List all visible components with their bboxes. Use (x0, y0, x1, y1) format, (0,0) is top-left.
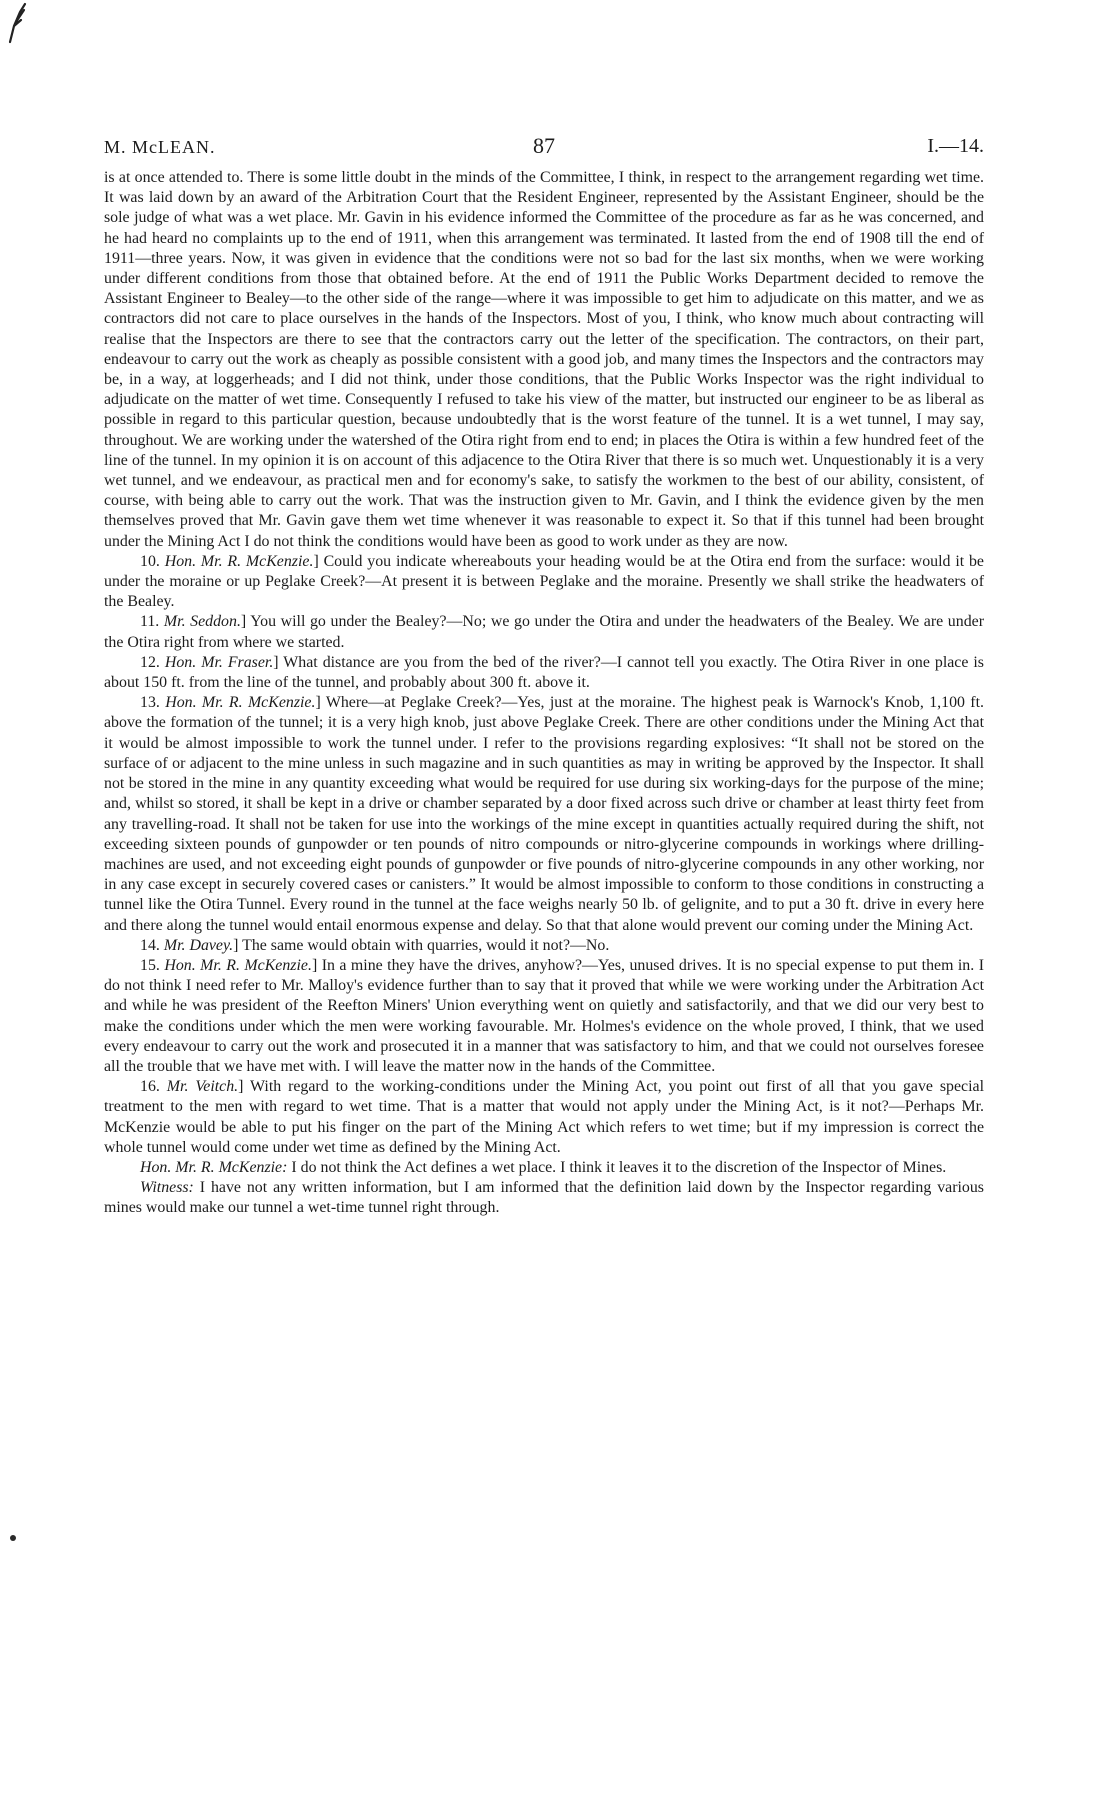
statement-paragraph (104, 1178, 984, 1218)
question-number: 11. (140, 613, 160, 631)
question-number: 10. (140, 552, 160, 570)
speaker-name: Mr. Davey. (163, 936, 234, 954)
document-reference: I.—14. (927, 135, 984, 157)
question-paragraph: 13. Hon. Mr. R. McKenzie.] Where—at Peglake Creek?—Yes, just at the moraine. The highest peak is Warnock's Knob, 1,100 ft. above the formation of the tunnel; it is a very high knob, just above Peglake Creek. There are other conditions under the Mining Act that it would be almost impossible to work the tunnel under. I refer to the provisions regarding explosives: “It shall not be stored on the surface of or adjacent to the mine unless in such magazine and in such quantities as may in writing be approved by the Inspector. It shall not be stored in the mine in any quantity exceeding what would be required for use during six working-days for the purpose of the mine; and, whilst so stored, it shall be kept in a drive or chamber separated by a door fixed across such drive or chamber at least thirty feet from any travelling-road. It shall not be taken for use into the workings of the mine except in quantities actually required during the shift, not exceeding sixteen pounds of gunpowder or ten pounds of nitro compounds or nitro-glycerine compounds in workings where drilling-machines are used, and not exceeding eight pounds of gunpowder or five pounds of nitro-glycerine compounds in any other working, nor in any case except in securely covered cases or canisters.” It would be almost impossible to conform to those conditions in constructing a tunnel like the Otira Tunnel. Every round in the tunnel at the face weighs nearly 50 lb. of gelignite, and to put a 30 ft. drive in every here and there along the tunnel would entail enormous expense and delay. So that that alone would prevent our coming under the Mining Act. (104, 694, 984, 934)
speaker-name: Hon. Mr. R. McKenzie. (164, 956, 312, 974)
question-number: 16. (140, 1078, 160, 1096)
document-body (104, 168, 984, 1219)
paragraph-text: I have not any written information, but I am informed that the definition laid down by the Inspector regarding various mines would make our tunnel a wet-time tunnel right through. (104, 1179, 984, 1217)
paragraph-text: is at once attended to. There is some little doubt in the minds of the Committee, I think, in respect to the arrangement regarding wet time. It was laid down by an award of the Arbitration Court that the Resident Engineer, represented by the Assistant Engineer, should be the sole judge of what was a wet place. Mr. Gavin in his evidence informed the Committee of the procedure as far as he was concerned, and he had heard no complaints up to the end of 1911, when this arrangement was terminated. It lasted from the end of 1908 till the end of 1911—three years. Now, it was given in evidence that the conditions were not so bad for the last six months, when we were working under different conditions from those that obtained before. At the end of 1911 the Public Works Department decided to remove the Assistant Engineer to Bealey—to the other side of the range—where it was impossible to get him to adjudicate on this matter, and we as contractors did not care to place ourselves in the hands of the Inspectors. Most of you, I think, who know much about contracting will realise that the Inspectors are there to see that the contractors carry out the letter of the specification. The contractors, on their part, endeavour to carry out the work as cheaply as possible consistent with a good job, and many times the Inspectors and the contractors may be, in a way, at loggerheads; and I did not think, under those conditions, that the Public Works Inspector was the right individual to adjudicate on the matter of wet time. Consequently I refused to take his view of the matter, but instructed our engineer to be as liberal as possible in regard to this particular question, because undoubtedly that is the worst feature of the tunnel. It is a wet tunnel, I may say, throughout. We are working under the watershed of the Otira right from end to end; in places the Otira is within a few hundred feet of the line of the tunnel. In my opinion it is on account of this adjacence to the Otira River that there is so much wet. Unquestionably it is a very wet tunnel, and we endeavour, as practical men and for economy's sake, to satisfy the workmen to the best of our ability, consistent, of course, with being able to carry out the work. That was the instruction given to Mr. Gavin, and I think the evidence given by the men themselves proved that Mr. Gavin gave them wet time whenever it was reasonable to expect it. So that if this tunnel had been brought under the Mining Act I do not think the conditions would have been as good to work under as they are now. (104, 169, 984, 550)
speaker-name: Hon. Mr. R. McKenzie. (165, 694, 316, 712)
speaker-name: Witness: (140, 1179, 194, 1197)
paragraph-text: Could you indicate whereabouts your heading would be at the Otira end from the surface: would it be under the moraine or up Peglake Creek?—At present it is between Peglake and the moraine. Presently we shall strike the headwaters of the Bealey. (104, 552, 984, 611)
paragraph-text: The same would obtain with quarries, would it not?—No. (242, 936, 610, 954)
question-number: 12. (140, 653, 160, 671)
paragraph-text: Where—at Peglake Creek?—Yes, just at the moraine. The highest peak is Warnock's Knob, 1,100 ft. above the formation of the tunnel; it is a very high knob, just above Peglake Creek. There are other conditions under the Mining Act that it would be almost impossible to work the tunnel under. I refer to the provisions regarding explosives: “It shall not be stored on the surface of or adjacent to the mine unless in such magazine and in such quantities as may in writing be approved by the Inspector. It shall not be stored in the mine in any quantity exceeding what would be required for use during six working-days for the purpose of the mine; and, whilst so stored, it shall be kept in a drive or chamber separated by a door fixed across such drive or chamber at least thirty feet from any travelling-road. It shall not be taken for use into the workings of the mine except in quantities actually required during the shift, not exceeding sixteen pounds of gunpowder or ten pounds of nitro compounds or nitro-glycerine compounds in workings where drilling-machines are used, and not exceeding eight pounds of gunpowder or five pounds of nitro-glycerine compounds in any other working, nor in any case except in securely covered cases or canisters.” It would be almost impossible to conform to those conditions in constructing a tunnel like the Otira Tunnel. Every round in the tunnel at the face weighs nearly 50 lb. of gelignite, and to put a 30 ft. drive in every here and there along the tunnel would entail enormous expense and delay. So that that alone would prevent our coming under the Mining Act. (104, 694, 984, 934)
paragraph-text: I do not think the Act defines a wet place. I think it leaves it to the discretion of the Inspector of Mines. (291, 1158, 947, 1176)
question-paragraph: 10. Hon. Mr. R. McKenzie.] Could you indicate whereabouts your heading would be at the Otira end from the surface: would it be under the moraine or up Peglake Creek?—At present it is between Peglake and the moraine. Presently we shall strike the headwaters of the Bealey. (104, 552, 984, 611)
question-number: 15. (140, 956, 160, 974)
speaker-name: Hon. Mr. R. McKenzie: (140, 1158, 288, 1176)
paragraph-text: In a mine they have the drives, anyhow?—Yes, unused drives. It is no special expense to put them in. I do not think I need refer to Mr. Malloy's evidence further than to say that it proved that while we were working under the Arbitration Act and while he was president of the Reefton Miners' Union everything went on quietly and satisfactorily, and that we did our very best to make the conditions under which the men were working favourable. Mr. Holmes's evidence on the whole proved, I think, that we used every endeavour to carry out the work and prosecuted it in a manner that was satisfactory to him, and that we could not ourselves foresee all the trouble that we have met with. I will leave the matter now in the hands of the Committee. (104, 956, 984, 1075)
question-number: 14. (140, 936, 160, 954)
paragraph-text: With regard to the working-conditions under the Mining Act, you point out first of all that you gave special treatment to the men with regard to wet time. That is a matter that would not apply under the Mining Act, is it not?—Perhaps Mr. McKenzie would be able to put his finger on the part of the Mining Act which refers to wet time; but if my impression is correct the whole tunnel would come under wet time as defined by the Mining Act. (104, 1078, 984, 1156)
statement-paragraph (104, 1158, 984, 1178)
question-paragraph: 14. Mr. Davey.] The same would obtain with quarries, would it not?—No. (140, 936, 610, 954)
corner-pen-mark (6, 2, 28, 44)
speaker-name: Hon. Mr. Fraser. (164, 653, 274, 671)
paragraph-text: What distance are you from the bed of the river?—I cannot tell you exactly. The Otira River in one place is about 150 ft. from the line of the tunnel, and probably about 300 ft. above it. (104, 653, 984, 692)
page-header (104, 133, 984, 163)
question-paragraph: 12. Hon. Mr. Fraser.] What distance are you from the bed of the river?—I cannot tell you exactly. The Otira River in one place is about 150 ft. from the line of the tunnel, and probably about 300 ft. above it. (104, 653, 984, 692)
paragraph-continuation (104, 168, 984, 552)
speaker-name: Mr. Veitch. (166, 1078, 239, 1096)
paragraph-text: You will go under the Bealey?—No; we go under the Otira and under the headwaters of the Bealey. We are under the Otira right from where we started. (104, 613, 984, 651)
page-number: 87 (533, 133, 555, 158)
question-paragraph: 15. Hon. Mr. R. McKenzie.] In a mine they have the drives, anyhow?—Yes, unused drives. It is no special expense to put them in. I do not think I need refer to Mr. Malloy's evidence further than to say that it proved that while we were working under the Arbitration Act and while he was president of the Reefton Miners' Union everything went on quietly and satisfactorily, and that we did our very best to make the conditions under which the men were working favourable. Mr. Holmes's evidence on the whole proved, I think, that we used every endeavour to carry out the work and prosecuted it in a manner that was satisfactory to him, and that we could not ourselves foresee all the trouble that we have met with. I will leave the matter now in the hands of the Committee. (104, 956, 984, 1075)
witness-name: M. McLEAN. (104, 137, 216, 157)
question-paragraph: 11. Mr. Seddon.] You will go under the Bealey?—No; we go under the Otira and under the headwaters of the Bealey. We are under the Otira right from where we started. (104, 613, 984, 651)
speaker-name: Hon. Mr. R. McKenzie. (164, 552, 314, 570)
speaker-name: Mr. Seddon. (163, 613, 241, 631)
question-number: 13. (140, 694, 160, 712)
ink-speck (10, 1535, 16, 1541)
question-paragraph: 16. Mr. Veitch.] With regard to the working-conditions under the Mining Act, you point out first of all that you gave special treatment to the men with regard to wet time. That is a matter that would not apply under the Mining Act, is it not?—Perhaps Mr. McKenzie would be able to put his finger on the part of the Mining Act which refers to wet time; but if my impression is correct the whole tunnel would come under wet time as defined by the Mining Act. (104, 1078, 984, 1156)
